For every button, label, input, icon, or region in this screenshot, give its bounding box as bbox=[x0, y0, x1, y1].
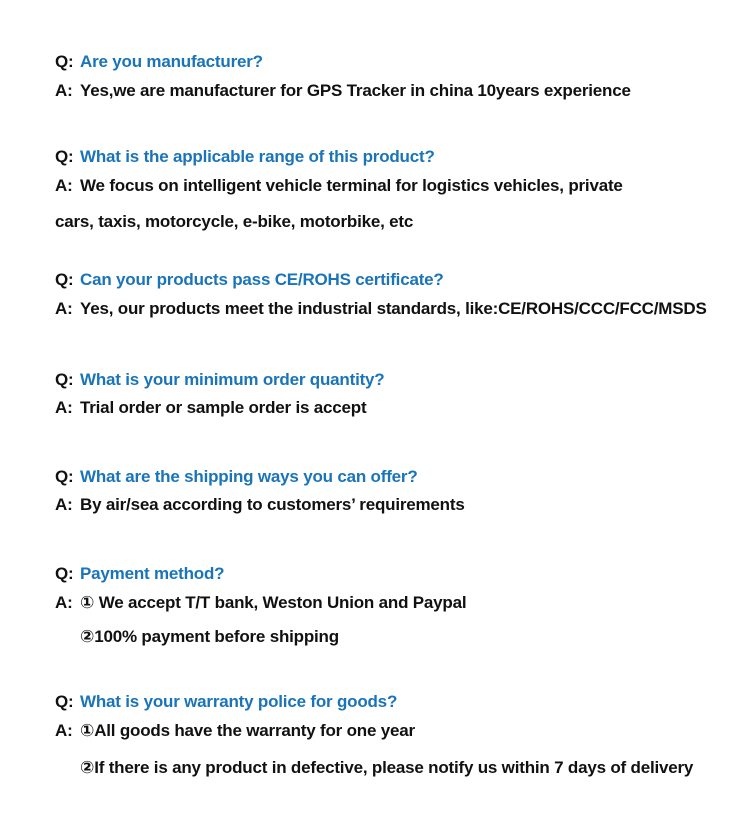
a-label: A: bbox=[55, 81, 73, 100]
answer-text: Trial order or sample order is accept bbox=[80, 398, 367, 417]
answer-text: We focus on intelligent vehicle terminal for logistics vehicles, private bbox=[80, 176, 623, 195]
question-text: What are the shipping ways you can offer? bbox=[80, 467, 418, 486]
a-label: A: bbox=[55, 176, 73, 195]
q-label: Q: bbox=[55, 564, 74, 583]
answer-text: ① We accept T/T bank, Weston Union and Paypal bbox=[80, 593, 467, 612]
question-text: What is the applicable range of this product? bbox=[80, 147, 435, 166]
faq-question-7 bbox=[55, 691, 397, 713]
q-label: Q: bbox=[55, 692, 74, 711]
faq-question-3 bbox=[55, 269, 444, 291]
q-label: Q: bbox=[55, 370, 74, 389]
answer-text: ①All goods have the warranty for one year bbox=[80, 721, 415, 740]
question-text: What is your minimum order quantity? bbox=[80, 370, 385, 389]
question-text: What is your warranty police for goods? bbox=[80, 692, 398, 711]
q-label: Q: bbox=[55, 52, 74, 71]
faq-answer-6 bbox=[55, 592, 466, 614]
q-label: Q: bbox=[55, 270, 74, 289]
faq-question-5 bbox=[55, 466, 418, 488]
answer-continuation: ②100% payment before shipping bbox=[80, 627, 339, 646]
answer-text: Yes,we are manufacturer for GPS Tracker in china 10years experience bbox=[80, 81, 631, 100]
faq-question-4 bbox=[55, 369, 385, 391]
faq-answer-4 bbox=[55, 397, 366, 419]
faq-answer-7 bbox=[55, 720, 415, 742]
q-label: Q: bbox=[55, 467, 74, 486]
a-label: A: bbox=[55, 398, 73, 417]
faq-answer-5 bbox=[55, 494, 465, 516]
a-label: A: bbox=[55, 593, 73, 612]
answer-continuation: cars, taxis, motorcycle, e-bike, motorbike, etc bbox=[55, 212, 414, 231]
faq-question-6 bbox=[55, 563, 224, 585]
q-label: Q: bbox=[55, 147, 74, 166]
question-text: Are you manufacturer? bbox=[80, 52, 263, 71]
faq-answer-3 bbox=[55, 298, 707, 320]
answer-text: By air/sea according to customers’ requirements bbox=[80, 495, 465, 514]
a-label: A: bbox=[55, 495, 73, 514]
faq-answer-2 bbox=[55, 175, 623, 197]
a-label: A: bbox=[55, 721, 73, 740]
faq-question-1 bbox=[55, 51, 263, 73]
answer-continuation: ②If there is any product in defective, please notify us within 7 days of delivery bbox=[80, 758, 694, 777]
a-label: A: bbox=[55, 299, 73, 318]
answer-text: Yes, our products meet the industrial standards, like:CE/ROHS/CCC/FCC/MSDS bbox=[80, 299, 707, 318]
faq-answer-1 bbox=[55, 80, 631, 102]
faq-question-2 bbox=[55, 146, 435, 168]
question-text: Can your products pass CE/ROHS certificate? bbox=[80, 270, 444, 289]
question-text: Payment method? bbox=[80, 564, 225, 583]
